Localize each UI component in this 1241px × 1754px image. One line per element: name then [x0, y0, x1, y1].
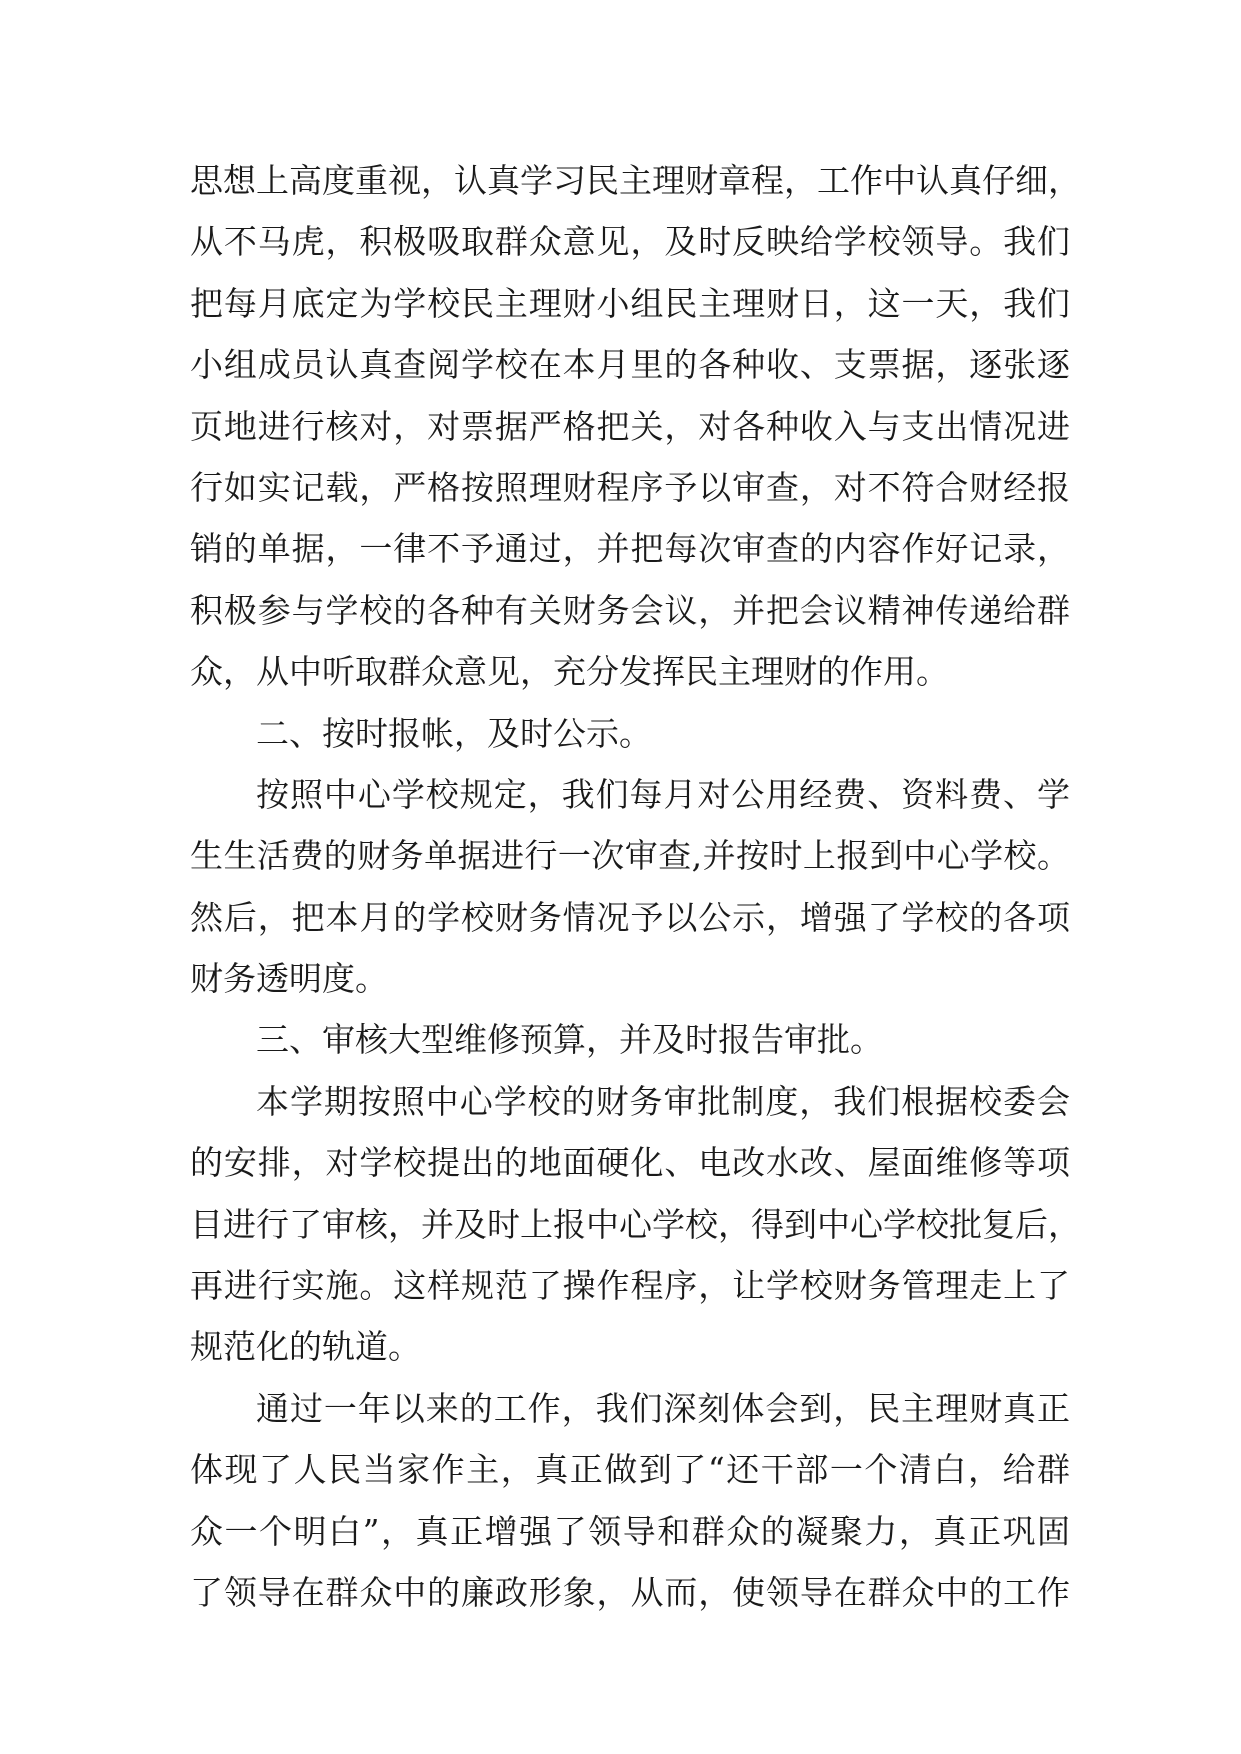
text-line: 体现了人民当家作主，真正做到了“还干部一个清白，给群: [190, 1450, 1070, 1490]
text-line: 销的单据，一律不予通过，并把每次审查的内容作好记录，: [190, 529, 1070, 569]
text-line: 页地进行核对，对票据严格把关，对各种收入与支出情况进: [190, 406, 1070, 446]
text-line: 按照中心学校规定，我们每月对公用经费、资料费、学: [256, 774, 1070, 814]
text-line: 再进行实施。这样规范了操作程序，让学校财务管理走上了: [190, 1266, 1070, 1306]
text-line: 了领导在群众中的廉政形象，从而，使领导在群众中的工作: [190, 1572, 1070, 1612]
text-line: 众，从中听取群众意见，充分发挥民主理财的作用。: [190, 652, 949, 692]
text-line: 从不马虎，积极吸取群众意见，及时反映给学校领导。我们: [190, 222, 1070, 262]
text-line: 行如实记载，严格按照理财程序予以审查，对不符合财经报: [190, 467, 1070, 507]
text-line: 生生活费的财务单据进行一次审查,并按时上报到中心学校。: [190, 836, 1070, 876]
text-line: 的安排，对学校提出的地面硬化、电改水改、屋面维修等项: [190, 1143, 1070, 1183]
text-line: 众一个明白”，真正增强了领导和群众的凝聚力，真正巩固: [190, 1511, 1070, 1551]
text-line: 规范化的轨道。: [190, 1327, 421, 1367]
text-line: 然后，把本月的学校财务情况予以公示，增强了学校的各项: [190, 897, 1070, 937]
text-line: 把每月底定为学校民主理财小组民主理财日，这一天，我们: [190, 283, 1070, 323]
text-line: 二、按时报帐，及时公示。: [256, 713, 652, 753]
text-line: 积极参与学校的各种有关财务会议，并把会议精神传递给群: [190, 590, 1070, 630]
body-text: [190, 150, 1081, 1623]
text-line: 通过一年以来的工作，我们深刻体会到，民主理财真正: [256, 1388, 1070, 1428]
text-line: 三、审核大型维修预算，并及时报告审批。: [256, 1020, 883, 1060]
text-line: 小组成员认真查阅学校在本月里的各种收、支票据，逐张逐: [190, 345, 1070, 385]
text-line: 目进行了审核，并及时上报中心学校，得到中心学校批复后，: [190, 1204, 1081, 1244]
text-line: 本学期按照中心学校的财务审批制度，我们根据校委会: [256, 1081, 1070, 1121]
text-line: 财务透明度。: [190, 959, 388, 999]
text-line: 思想上高度重视，认真学习民主理财章程，工作中认真仔细，: [190, 161, 1081, 200]
